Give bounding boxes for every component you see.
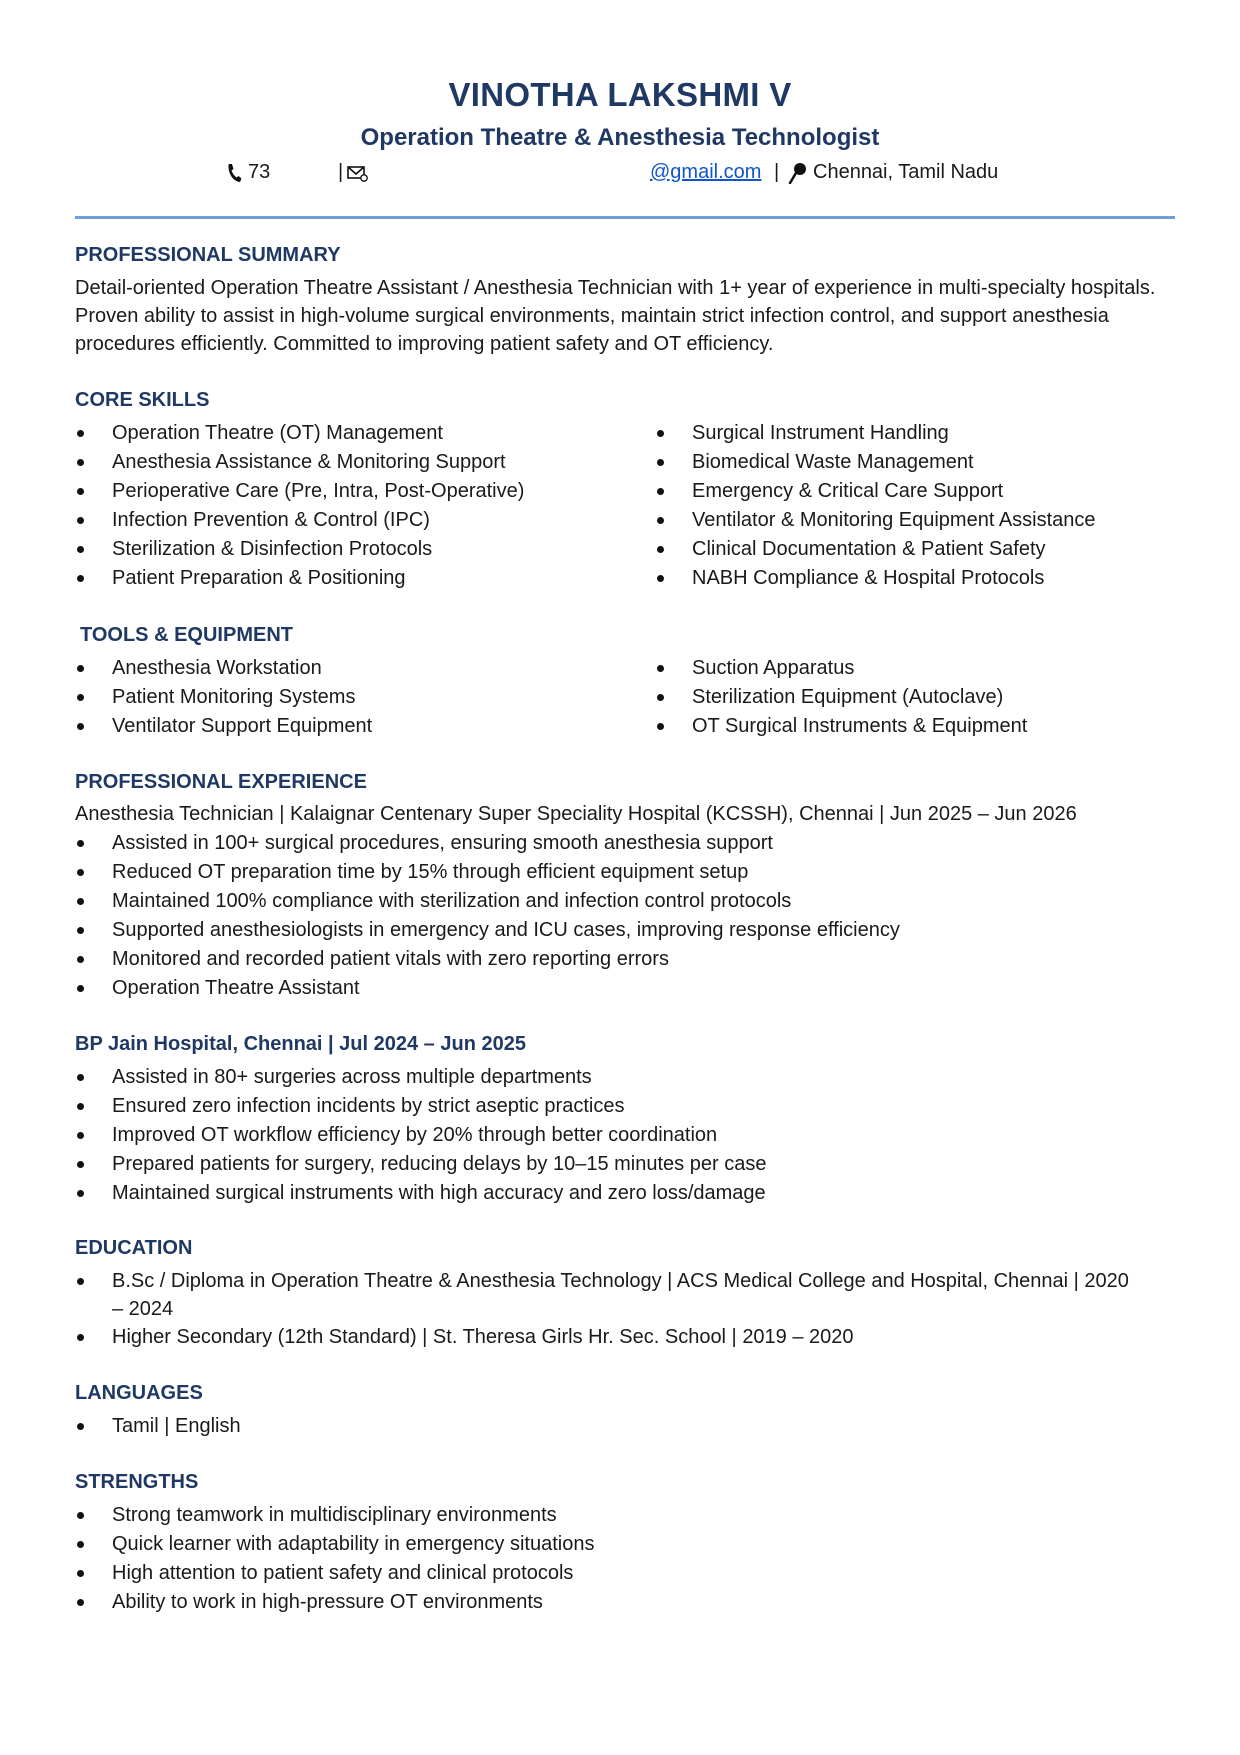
list-item: Operation Theatre (OT) Management bbox=[75, 419, 524, 448]
contact-line bbox=[226, 161, 1026, 189]
job2-bullets bbox=[75, 1063, 766, 1208]
candidate-name: VINOTHA LAKSHMI V bbox=[448, 76, 792, 113]
email-link[interactable]: @gmail.com bbox=[650, 161, 762, 183]
list-item: Maintained 100% compliance with sterilization and infection control protocols bbox=[75, 887, 900, 916]
tools-right bbox=[655, 654, 1027, 741]
list-item: Strong teamwork in multidisciplinary environments bbox=[75, 1501, 594, 1530]
list-item: Maintained surgical instruments with high accuracy and zero loss/damage bbox=[75, 1179, 766, 1208]
list-item: Reduced OT preparation time by 15% through efficient equipment setup bbox=[75, 858, 900, 887]
list-item: Operation Theatre Assistant bbox=[75, 974, 900, 1003]
list-item: Emergency & Critical Care Support bbox=[655, 477, 1096, 506]
list-item: Surgical Instrument Handling bbox=[655, 419, 1096, 448]
strengths-list bbox=[75, 1501, 594, 1617]
section-heading-education: EDUCATION bbox=[75, 1237, 193, 1259]
phone-icon bbox=[226, 163, 242, 189]
list-item: Assisted in 80+ surgeries across multiple departments bbox=[75, 1063, 766, 1092]
list-item: NABH Compliance & Hospital Protocols bbox=[655, 564, 1096, 593]
core-skills-right bbox=[655, 419, 1096, 593]
list-item: Perioperative Care (Pre, Intra, Post-Operative) bbox=[75, 477, 524, 506]
envelope-icon bbox=[347, 165, 369, 189]
list-item: Ability to work in high-pressure OT environments bbox=[75, 1588, 594, 1617]
languages-list bbox=[75, 1412, 241, 1441]
list-item: Sterilization Equipment (Autoclave) bbox=[655, 683, 1027, 712]
list-item: Assisted in 100+ surgical procedures, ensuring smooth anesthesia support bbox=[75, 829, 900, 858]
core-skills-left bbox=[75, 419, 524, 593]
list-item: Anesthesia Assistance & Monitoring Support bbox=[75, 448, 524, 477]
list-item: Improved OT workflow efficiency by 20% through better coordination bbox=[75, 1121, 766, 1150]
list-item: Prepared patients for surgery, reducing delays by 10–15 minutes per case bbox=[75, 1150, 766, 1179]
separator: | bbox=[774, 161, 780, 183]
header-divider bbox=[75, 216, 1175, 219]
tools-left bbox=[75, 654, 372, 741]
section-heading-tools: TOOLS & EQUIPMENT bbox=[80, 624, 293, 646]
list-item: Ensured zero infection incidents by strict aseptic practices bbox=[75, 1092, 766, 1121]
job1-bullets bbox=[75, 829, 900, 1003]
list-item: Patient Preparation & Positioning bbox=[75, 564, 524, 593]
section-heading-core-skills: CORE SKILLS bbox=[75, 389, 210, 411]
education-list bbox=[75, 1267, 1135, 1351]
job1-title: Anesthesia Technician | Kalaignar Centenary Super Speciality Hospital (KCSSH), Chennai | Jun 2025 – Jun 2026 bbox=[75, 803, 1077, 825]
section-heading-strengths: STRENGTHS bbox=[75, 1471, 199, 1493]
summary-text: Detail-oriented Operation Theatre Assistant / Anesthesia Technician with 1+ year of experience in multi-specialty hospitals. Proven ability to assist in high-volume surgical environments, maintain strict infection control, and support anesthesia procedures efficiently. Committed to improving patient safety and OT efficiency. bbox=[75, 277, 1156, 355]
list-item: Patient Monitoring Systems bbox=[75, 683, 372, 712]
list-item: Monitored and recorded patient vitals with zero reporting errors bbox=[75, 945, 900, 974]
list-item: Higher Secondary (12th Standard) | St. Theresa Girls Hr. Sec. School | 2019 – 2020 bbox=[75, 1323, 1135, 1351]
list-item: Ventilator Support Equipment bbox=[75, 712, 372, 741]
list-item: Ventilator & Monitoring Equipment Assistance bbox=[655, 506, 1096, 535]
list-item: Sterilization & Disinfection Protocols bbox=[75, 535, 524, 564]
list-item: Infection Prevention & Control (IPC) bbox=[75, 506, 524, 535]
list-item: Biomedical Waste Management bbox=[655, 448, 1096, 477]
list-item: Suction Apparatus bbox=[655, 654, 1027, 683]
list-item: Supported anesthesiologists in emergency and ICU cases, improving response efficiency bbox=[75, 916, 900, 945]
section-heading-summary: PROFESSIONAL SUMMARY bbox=[75, 244, 341, 266]
list-item: Clinical Documentation & Patient Safety bbox=[655, 535, 1096, 564]
job2-title: BP Jain Hospital, Chennai | Jul 2024 – Jun 2025 bbox=[75, 1033, 526, 1055]
pin-icon bbox=[788, 162, 808, 190]
list-item: High attention to patient safety and clinical protocols bbox=[75, 1559, 594, 1588]
location: Chennai, Tamil Nadu bbox=[813, 161, 999, 183]
phone-number: 73 bbox=[248, 161, 271, 183]
list-item: Quick learner with adaptability in emergency situations bbox=[75, 1530, 594, 1559]
list-item: Anesthesia Workstation bbox=[75, 654, 372, 683]
separator: | bbox=[338, 161, 344, 183]
section-heading-languages: LANGUAGES bbox=[75, 1382, 203, 1404]
list-item: OT Surgical Instruments & Equipment bbox=[655, 712, 1027, 741]
list-item: B.Sc / Diploma in Operation Theatre & Anesthesia Technology | ACS Medical College and Hospital, Chennai | 2020 – 2024 bbox=[75, 1267, 1135, 1323]
job-title: Operation Theatre & Anesthesia Technologist bbox=[360, 124, 880, 151]
list-item: Tamil | English bbox=[75, 1412, 241, 1441]
section-heading-experience: PROFESSIONAL EXPERIENCE bbox=[75, 771, 367, 793]
